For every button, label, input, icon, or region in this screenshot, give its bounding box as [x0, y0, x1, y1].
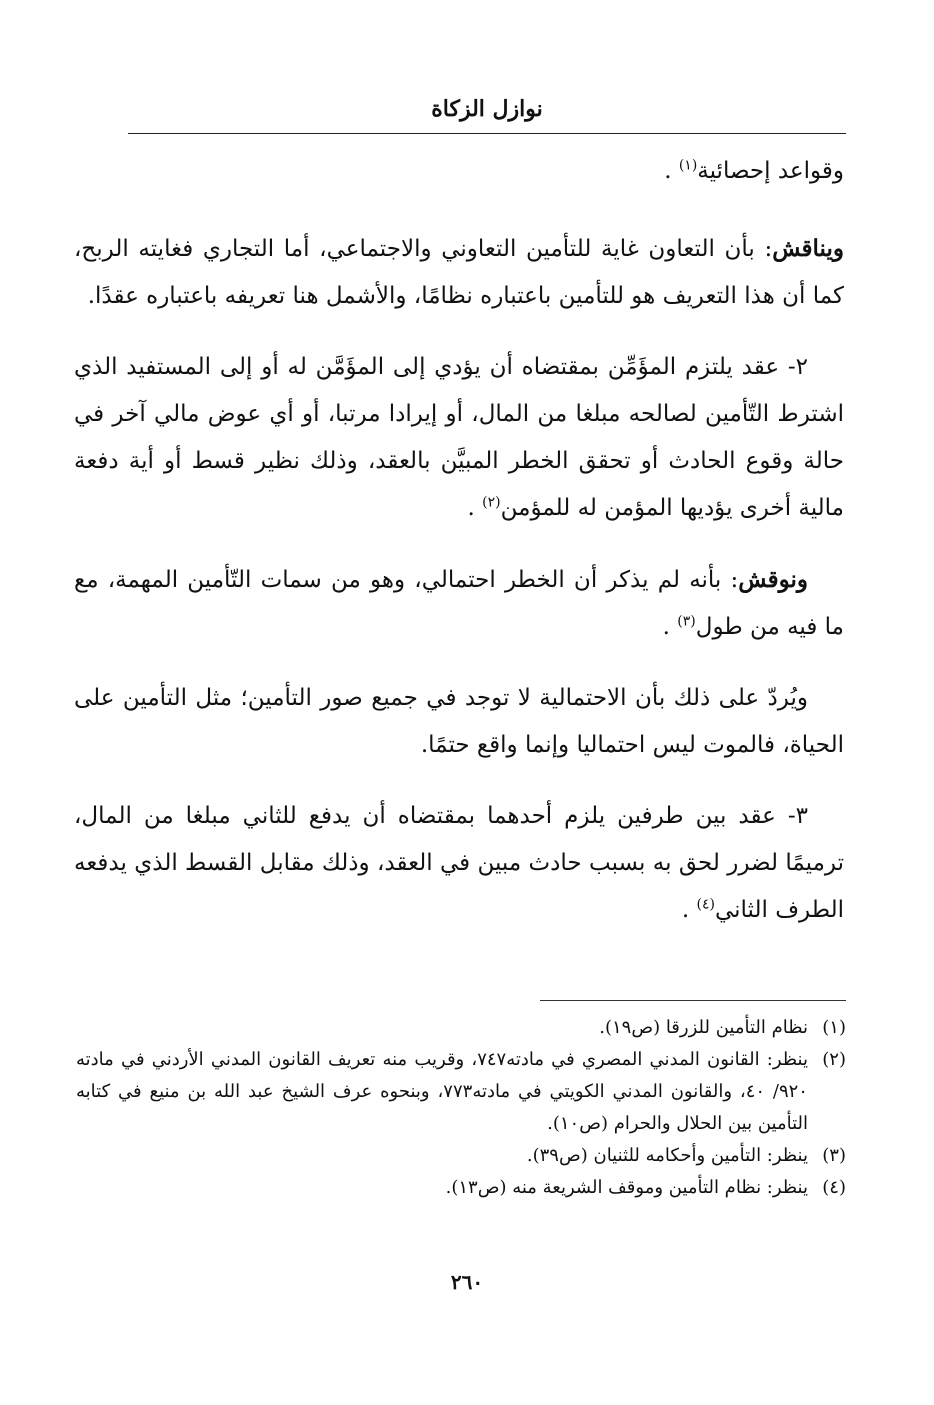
page-number: ٢٦٠ [450, 1270, 484, 1294]
running-title: نوازل الزكاة [431, 96, 543, 122]
paragraph-3-text: ٢- عقد يلتزم المؤَمِّن بمقتضاه أن يؤدي إلى المؤَمَّن له أو إلى المستفيد الذي اشترط التّأمين لصالحه مبلغا من المال، أو إيرادا مرتبا، أو أي عوض مالي آخر في حالة وقوع الحادث أو تحقق الخطر المبيَّن بالعقد، وذلك نظير قسط أو أية دفعة مالية أخرى يؤديها المؤمن له للمؤمن [74, 354, 844, 521]
footnotes [76, 1012, 846, 1204]
paragraph-2-lead: ويناقش [772, 235, 844, 262]
paragraph-5 [74, 675, 844, 769]
footnote-2 [76, 1044, 846, 1140]
footnote-ref-4[interactable]: (٤) [696, 896, 715, 913]
paragraph-6 [74, 793, 844, 934]
paragraph-3 [74, 344, 844, 532]
paragraph-4-end: . [662, 614, 670, 640]
paragraph-3-end: . [467, 495, 475, 521]
footnote-number: (١) [822, 1017, 846, 1038]
footnote-number: (٣) [822, 1145, 846, 1166]
footnote-ref-3[interactable]: (٣) [677, 613, 696, 630]
footnote-3 [76, 1140, 846, 1172]
paragraph-6-text: ٣- عقد بين طرفين يلزم أحدهما بمقتضاه أن يدفع للثاني مبلغا من المال، ترميمًا لضرر لحق به بسبب حادث مبين في العقد، وذلك مقابل القسط الذي يدفعه الطرف الثاني [74, 803, 844, 923]
footnote-text: ينظر: التأمين وأحكامه للثنيان (ص٣٩). [526, 1145, 808, 1166]
footnote-4 [76, 1172, 846, 1204]
main-text [74, 148, 844, 958]
footnote-text: نظام التأمين للزرقا (ص١٩). [599, 1017, 808, 1038]
footnote-1 [76, 1012, 846, 1044]
paragraph-1-text: وقواعد إحصائية [697, 158, 844, 184]
footnote-number: (٢) [822, 1049, 846, 1070]
paragraph-4 [74, 556, 844, 651]
paragraph-4-lead: ونوقش [738, 566, 808, 593]
paragraph-1-end: . [664, 158, 672, 184]
paragraph-5-text: ويُردّ على ذلك بأن الاحتمالية لا توجد في جميع صور التأمين؛ مثل التأمين على الحياة، فالموت ليس احتماليا وإنما واقع حتمًا. [74, 685, 844, 758]
footnote-rule [540, 1000, 846, 1001]
footnote-number: (٤) [822, 1177, 846, 1198]
paragraph-4-text: : بأنه لم يذكر أن الخطر احتمالي، وهو من سمات التّأمين المهمة، مع ما فيه من طول [74, 567, 844, 640]
paragraph-2-text: : بأن التعاون غاية للتأمين التعاوني والاجتماعي، أما التجاري فغايته الربح، كما أن هذا التعريف هو للتأمين باعتباره نظامًا، والأشمل هنا تعريفه باعتباره عقدًا. [74, 236, 844, 309]
footnote-text: ينظر: القانون المدني المصري في مادته٧٤٧، وقريب منه تعريف القانون المدني الأردني في مادته ٩٢٠/ ٤٠، والقانون المدني الكويتي في مادته٧٧٣، وبنحوه عرف الشيخ عبد الله بن منيع في كتابه التأمين بين الحلال والحرام (ص١٠). [76, 1049, 808, 1134]
paragraph-6-end: . [681, 897, 690, 923]
header-rule [128, 133, 846, 134]
footnote-text: ينظر: نظام التأمين وموقف الشريعة منه (ص١٣). [445, 1177, 808, 1198]
footnote-ref-2[interactable]: (٢) [482, 494, 501, 511]
footnote-ref-1[interactable]: (١) [678, 157, 698, 174]
paragraph-1 [74, 148, 844, 195]
paragraph-2 [74, 225, 844, 320]
